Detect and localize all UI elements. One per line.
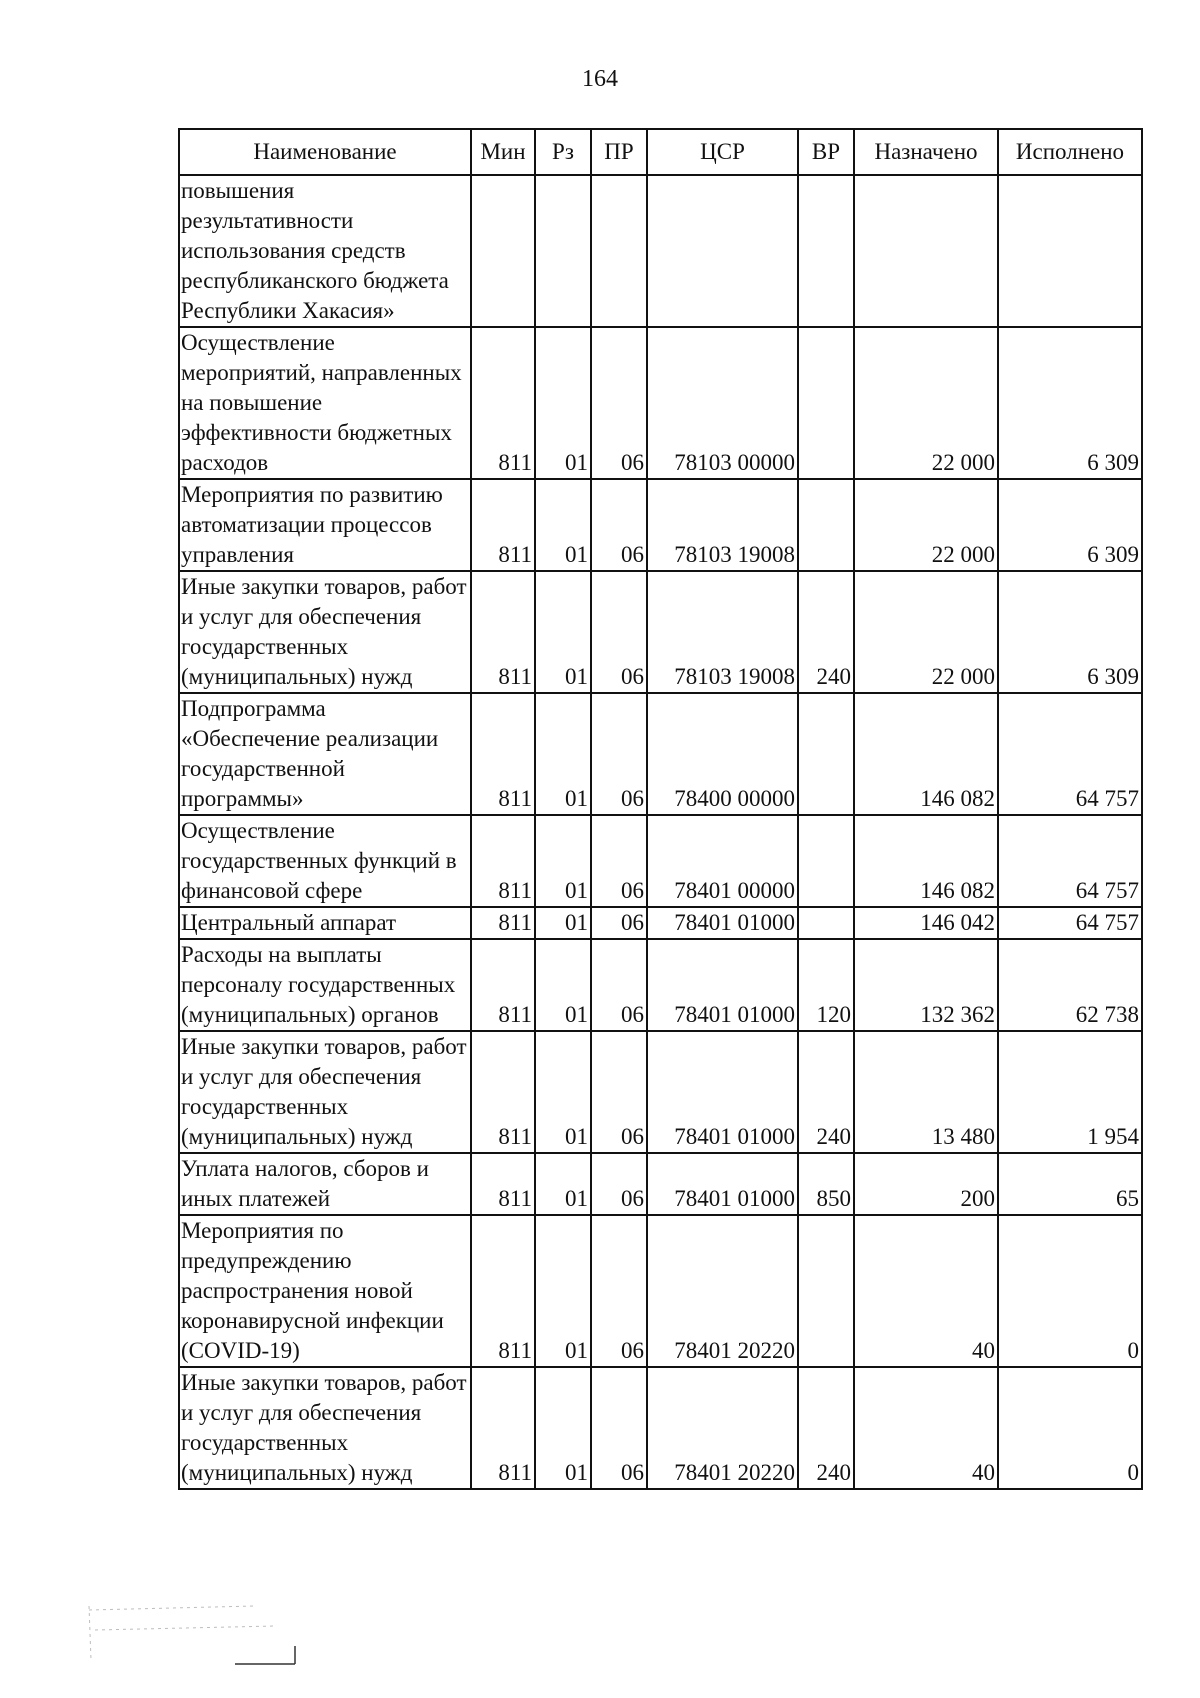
row-name: повышения результативности использования средств республиканского бюджета Республики Хакасия» xyxy=(179,175,471,327)
row-rz: 01 xyxy=(535,939,591,1031)
row-name: Иные закупки товаров, работ и услуг для обеспечения государственных (муниципальных) нужд xyxy=(179,571,471,693)
row-rz: 01 xyxy=(535,327,591,479)
row-min: 811 xyxy=(471,327,535,479)
table-row xyxy=(179,1215,1142,1367)
row-vr xyxy=(798,175,854,327)
row-vr: 240 xyxy=(798,1367,854,1489)
row-vr: 240 xyxy=(798,1031,854,1153)
row-min: 811 xyxy=(471,907,535,939)
budget-execution-table xyxy=(178,128,1143,1490)
table-row xyxy=(179,479,1142,571)
row-vr: 240 xyxy=(798,571,854,693)
row-pr: 06 xyxy=(591,693,647,815)
table-row xyxy=(179,815,1142,907)
row-min: 811 xyxy=(471,479,535,571)
row-assigned: 40 xyxy=(854,1367,998,1489)
row-name: Центральный аппарат xyxy=(179,907,471,939)
row-csr: 78103 00000 xyxy=(647,327,798,479)
row-executed: 64 757 xyxy=(998,907,1142,939)
row-assigned xyxy=(854,175,998,327)
scan-stamp-mark xyxy=(85,1600,305,1670)
row-assigned: 22 000 xyxy=(854,571,998,693)
row-rz: 01 xyxy=(535,1031,591,1153)
row-rz: 01 xyxy=(535,815,591,907)
row-assigned: 132 362 xyxy=(854,939,998,1031)
row-name: Мероприятия по предупреждению распространения новой коронавирусной инфекции (COVID-19) xyxy=(179,1215,471,1367)
row-assigned: 22 000 xyxy=(854,479,998,571)
row-assigned: 146 082 xyxy=(854,693,998,815)
row-min xyxy=(471,175,535,327)
header-executed: Исполнено xyxy=(998,129,1142,175)
row-name: Осуществление мероприятий, направленных на повышение эффективности бюджетных расходов xyxy=(179,327,471,479)
row-min: 811 xyxy=(471,1153,535,1215)
page-number: 164 xyxy=(582,66,618,92)
row-pr: 06 xyxy=(591,1031,647,1153)
row-rz: 01 xyxy=(535,693,591,815)
row-executed: 64 757 xyxy=(998,815,1142,907)
header-pr: ПР xyxy=(591,129,647,175)
row-rz: 01 xyxy=(535,907,591,939)
row-pr: 06 xyxy=(591,571,647,693)
row-rz: 01 xyxy=(535,1153,591,1215)
row-rz xyxy=(535,175,591,327)
row-pr: 06 xyxy=(591,1367,647,1489)
row-min: 811 xyxy=(471,939,535,1031)
row-vr xyxy=(798,693,854,815)
row-rz: 01 xyxy=(535,1215,591,1367)
row-assigned: 146 042 xyxy=(854,907,998,939)
row-executed: 1 954 xyxy=(998,1031,1142,1153)
table-row xyxy=(179,907,1142,939)
row-name: Уплата налогов, сборов и иных платежей xyxy=(179,1153,471,1215)
row-csr: 78401 20220 xyxy=(647,1367,798,1489)
row-pr: 06 xyxy=(591,907,647,939)
row-executed: 6 309 xyxy=(998,571,1142,693)
row-vr: 120 xyxy=(798,939,854,1031)
table-row xyxy=(179,1367,1142,1489)
row-csr: 78401 01000 xyxy=(647,1153,798,1215)
row-pr: 06 xyxy=(591,1153,647,1215)
row-assigned: 200 xyxy=(854,1153,998,1215)
row-rz: 01 xyxy=(535,571,591,693)
table-row xyxy=(179,939,1142,1031)
row-executed: 6 309 xyxy=(998,479,1142,571)
row-csr: 78401 01000 xyxy=(647,939,798,1031)
row-vr xyxy=(798,907,854,939)
header-name: Наименование xyxy=(179,129,471,175)
row-csr: 78401 01000 xyxy=(647,907,798,939)
row-name: Мероприятия по развитию автоматизации процессов управления xyxy=(179,479,471,571)
row-assigned: 13 480 xyxy=(854,1031,998,1153)
row-vr: 850 xyxy=(798,1153,854,1215)
row-pr: 06 xyxy=(591,327,647,479)
row-executed xyxy=(998,175,1142,327)
row-csr: 78401 20220 xyxy=(647,1215,798,1367)
row-name: Иные закупки товаров, работ и услуг для обеспечения государственных (муниципальных) нужд xyxy=(179,1367,471,1489)
header-rz: Рз xyxy=(535,129,591,175)
row-min: 811 xyxy=(471,1215,535,1367)
row-assigned: 22 000 xyxy=(854,327,998,479)
row-min: 811 xyxy=(471,1367,535,1489)
header-assigned: Назначено xyxy=(854,129,998,175)
row-pr: 06 xyxy=(591,479,647,571)
row-vr xyxy=(798,327,854,479)
row-min: 811 xyxy=(471,815,535,907)
row-csr: 78401 00000 xyxy=(647,815,798,907)
table-header-row xyxy=(179,129,1142,175)
row-csr: 78400 00000 xyxy=(647,693,798,815)
row-executed: 65 xyxy=(998,1153,1142,1215)
table-row xyxy=(179,1153,1142,1215)
row-name: Иные закупки товаров, работ и услуг для обеспечения государственных (муниципальных) нужд xyxy=(179,1031,471,1153)
row-executed: 6 309 xyxy=(998,327,1142,479)
row-name: Подпрограмма «Обеспечение реализации государственной программы» xyxy=(179,693,471,815)
table-row xyxy=(179,693,1142,815)
header-min: Мин xyxy=(471,129,535,175)
row-pr xyxy=(591,175,647,327)
table-row xyxy=(179,1031,1142,1153)
row-csr: 78401 01000 xyxy=(647,1031,798,1153)
row-csr: 78103 19008 xyxy=(647,571,798,693)
row-assigned: 40 xyxy=(854,1215,998,1367)
row-assigned: 146 082 xyxy=(854,815,998,907)
row-vr xyxy=(798,815,854,907)
row-rz: 01 xyxy=(535,1367,591,1489)
row-min: 811 xyxy=(471,693,535,815)
header-vr: ВР xyxy=(798,129,854,175)
row-executed: 0 xyxy=(998,1215,1142,1367)
row-pr: 06 xyxy=(591,1215,647,1367)
row-min: 811 xyxy=(471,1031,535,1153)
row-pr: 06 xyxy=(591,939,647,1031)
row-rz: 01 xyxy=(535,479,591,571)
row-csr: 78103 19008 xyxy=(647,479,798,571)
row-vr xyxy=(798,1215,854,1367)
row-vr xyxy=(798,479,854,571)
row-executed: 0 xyxy=(998,1367,1142,1489)
table-row xyxy=(179,571,1142,693)
table-row xyxy=(179,175,1142,327)
row-executed: 64 757 xyxy=(998,693,1142,815)
table-row xyxy=(179,327,1142,479)
header-csr: ЦСР xyxy=(647,129,798,175)
row-min: 811 xyxy=(471,571,535,693)
row-executed: 62 738 xyxy=(998,939,1142,1031)
row-csr xyxy=(647,175,798,327)
row-pr: 06 xyxy=(591,815,647,907)
row-name: Осуществление государственных функций в финансовой сфере xyxy=(179,815,471,907)
row-name: Расходы на выплаты персоналу государственных (муниципальных) органов xyxy=(179,939,471,1031)
